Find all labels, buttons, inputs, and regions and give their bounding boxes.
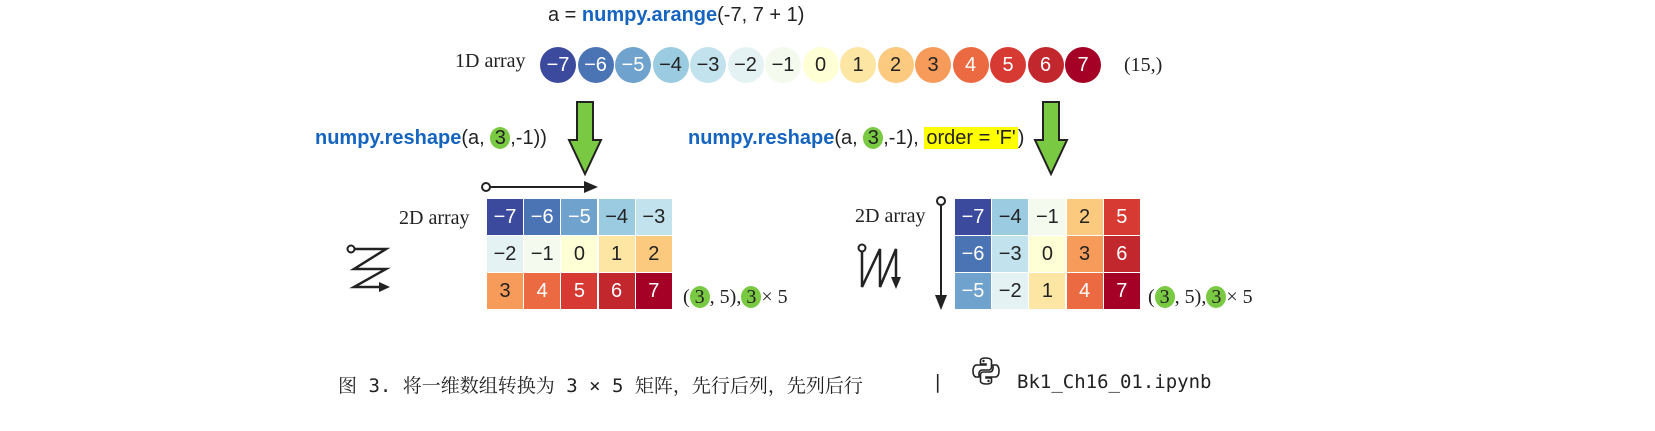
column-major-arrow [933, 195, 949, 315]
left-array-cell: 7 [636, 273, 672, 309]
left-array-cell: −6 [524, 199, 560, 235]
right-array-cell: −4 [992, 199, 1028, 235]
left-array-cell: 6 [599, 273, 635, 309]
right-shape: ( 3 , 5), 3 × 5 [1148, 286, 1253, 308]
left-shape-highlight-2: 3 [741, 286, 761, 308]
left-shape: ( 3 , 5), 3 × 5 [683, 286, 788, 308]
array1d-shape: (15,) [1124, 54, 1163, 76]
left-array-cell: 2 [636, 236, 672, 272]
left-2d-label: 2D array [399, 207, 470, 229]
right-array-cell: −7 [955, 199, 991, 235]
left-array-cell: 0 [561, 236, 597, 272]
right-array-cell: 3 [1067, 236, 1103, 272]
caption-separator: | [932, 371, 944, 393]
column-major-zigzag-icon [856, 243, 904, 293]
right-reshape-pre: (a, [834, 127, 864, 149]
array1d-element: 7 [1065, 47, 1101, 83]
right-reshape-mid: ,-1), [883, 127, 925, 149]
array1d [540, 47, 1100, 83]
right-reshape-highlight: 3 [863, 127, 883, 149]
right-order-highlight: order = 'F' [926, 127, 1016, 149]
array1d-element: 0 [803, 47, 839, 83]
left-shape-highlight: 3 [690, 286, 710, 308]
left-array-cell: 5 [561, 273, 597, 309]
right-array-cell: −5 [955, 273, 991, 309]
left-array-cell: −7 [487, 199, 523, 235]
right-shape-highlight: 3 [1155, 286, 1175, 308]
array1d-element: 4 [953, 47, 989, 83]
left-array-cell: −2 [487, 236, 523, 272]
array1d-element: −2 [728, 47, 764, 83]
right-reshape-code [688, 127, 1024, 150]
right-array-cell: −2 [992, 273, 1028, 309]
left-shape-post: × 5 [761, 286, 788, 308]
figure-caption: 图 3. 将一维数组转换为 3 × 5 矩阵，先行后列，先列后行 [338, 375, 863, 397]
left-shape-pre: , 5), [709, 286, 742, 308]
array1d-element: 2 [878, 47, 914, 83]
right-array-cell: 7 [1104, 273, 1140, 309]
right-shape-post: × 5 [1226, 286, 1253, 308]
right-array-cell: −1 [1029, 199, 1065, 235]
right-array-cell: 2 [1067, 199, 1103, 235]
left-2d-array [487, 199, 672, 310]
left-reshape-post: ,-1)) [510, 127, 547, 149]
left-array-cell: 1 [599, 236, 635, 272]
right-array-cell: 4 [1067, 273, 1103, 309]
row-major-zigzag-icon [346, 243, 394, 297]
right-2d-array [955, 199, 1140, 310]
python-icon [971, 356, 1001, 386]
array1d-element: −6 [578, 47, 614, 83]
left-array-cell: 4 [524, 273, 560, 309]
right-reshape-fn: numpy.reshape [688, 127, 835, 149]
array1d-element: 1 [840, 47, 876, 83]
left-array-cell: 3 [487, 273, 523, 309]
array1d-element: 3 [915, 47, 951, 83]
right-shape-pre: , 5), [1174, 286, 1207, 308]
right-array-cell: 5 [1104, 199, 1140, 235]
notebook-filename: Bk1_Ch16_01.ipynb [1017, 371, 1212, 393]
array1d-element: 5 [990, 47, 1026, 83]
array1d-element: −4 [653, 47, 689, 83]
right-array-cell: 0 [1029, 236, 1065, 272]
right-array-cell: −3 [992, 236, 1028, 272]
array1d-label: 1D array [455, 50, 526, 72]
arange-fn: numpy.arange [581, 4, 718, 26]
array1d-element: −5 [615, 47, 651, 83]
left-array-cell: −3 [636, 199, 672, 235]
left-array-cell: −1 [524, 236, 560, 272]
left-reshape-highlight: 3 [490, 127, 510, 149]
array1d-element: −7 [540, 47, 576, 83]
array1d-element: −1 [765, 47, 801, 83]
arange-args: (-7, 7 + 1) [717, 4, 805, 26]
left-array-cell: −5 [561, 199, 597, 235]
row-major-arrow [480, 179, 610, 195]
left-array-cell: −4 [599, 199, 635, 235]
right-shape-highlight-2: 3 [1206, 286, 1226, 308]
left-reshape-pre: (a, [461, 127, 491, 149]
right-2d-label: 2D array [855, 205, 926, 227]
right-reshape-post: ) [1017, 127, 1025, 149]
right-array-cell: −6 [955, 236, 991, 272]
arange-var: a = [548, 4, 582, 26]
array1d-element: 6 [1028, 47, 1064, 83]
left-reshape-fn: numpy.reshape [315, 127, 462, 149]
right-array-cell: 1 [1029, 273, 1065, 309]
left-reshape-code [315, 127, 547, 150]
left-down-arrow [565, 100, 605, 180]
arange-code [548, 4, 804, 27]
array1d-element: −3 [690, 47, 726, 83]
right-array-cell: 6 [1104, 236, 1140, 272]
right-down-arrow [1031, 100, 1071, 180]
